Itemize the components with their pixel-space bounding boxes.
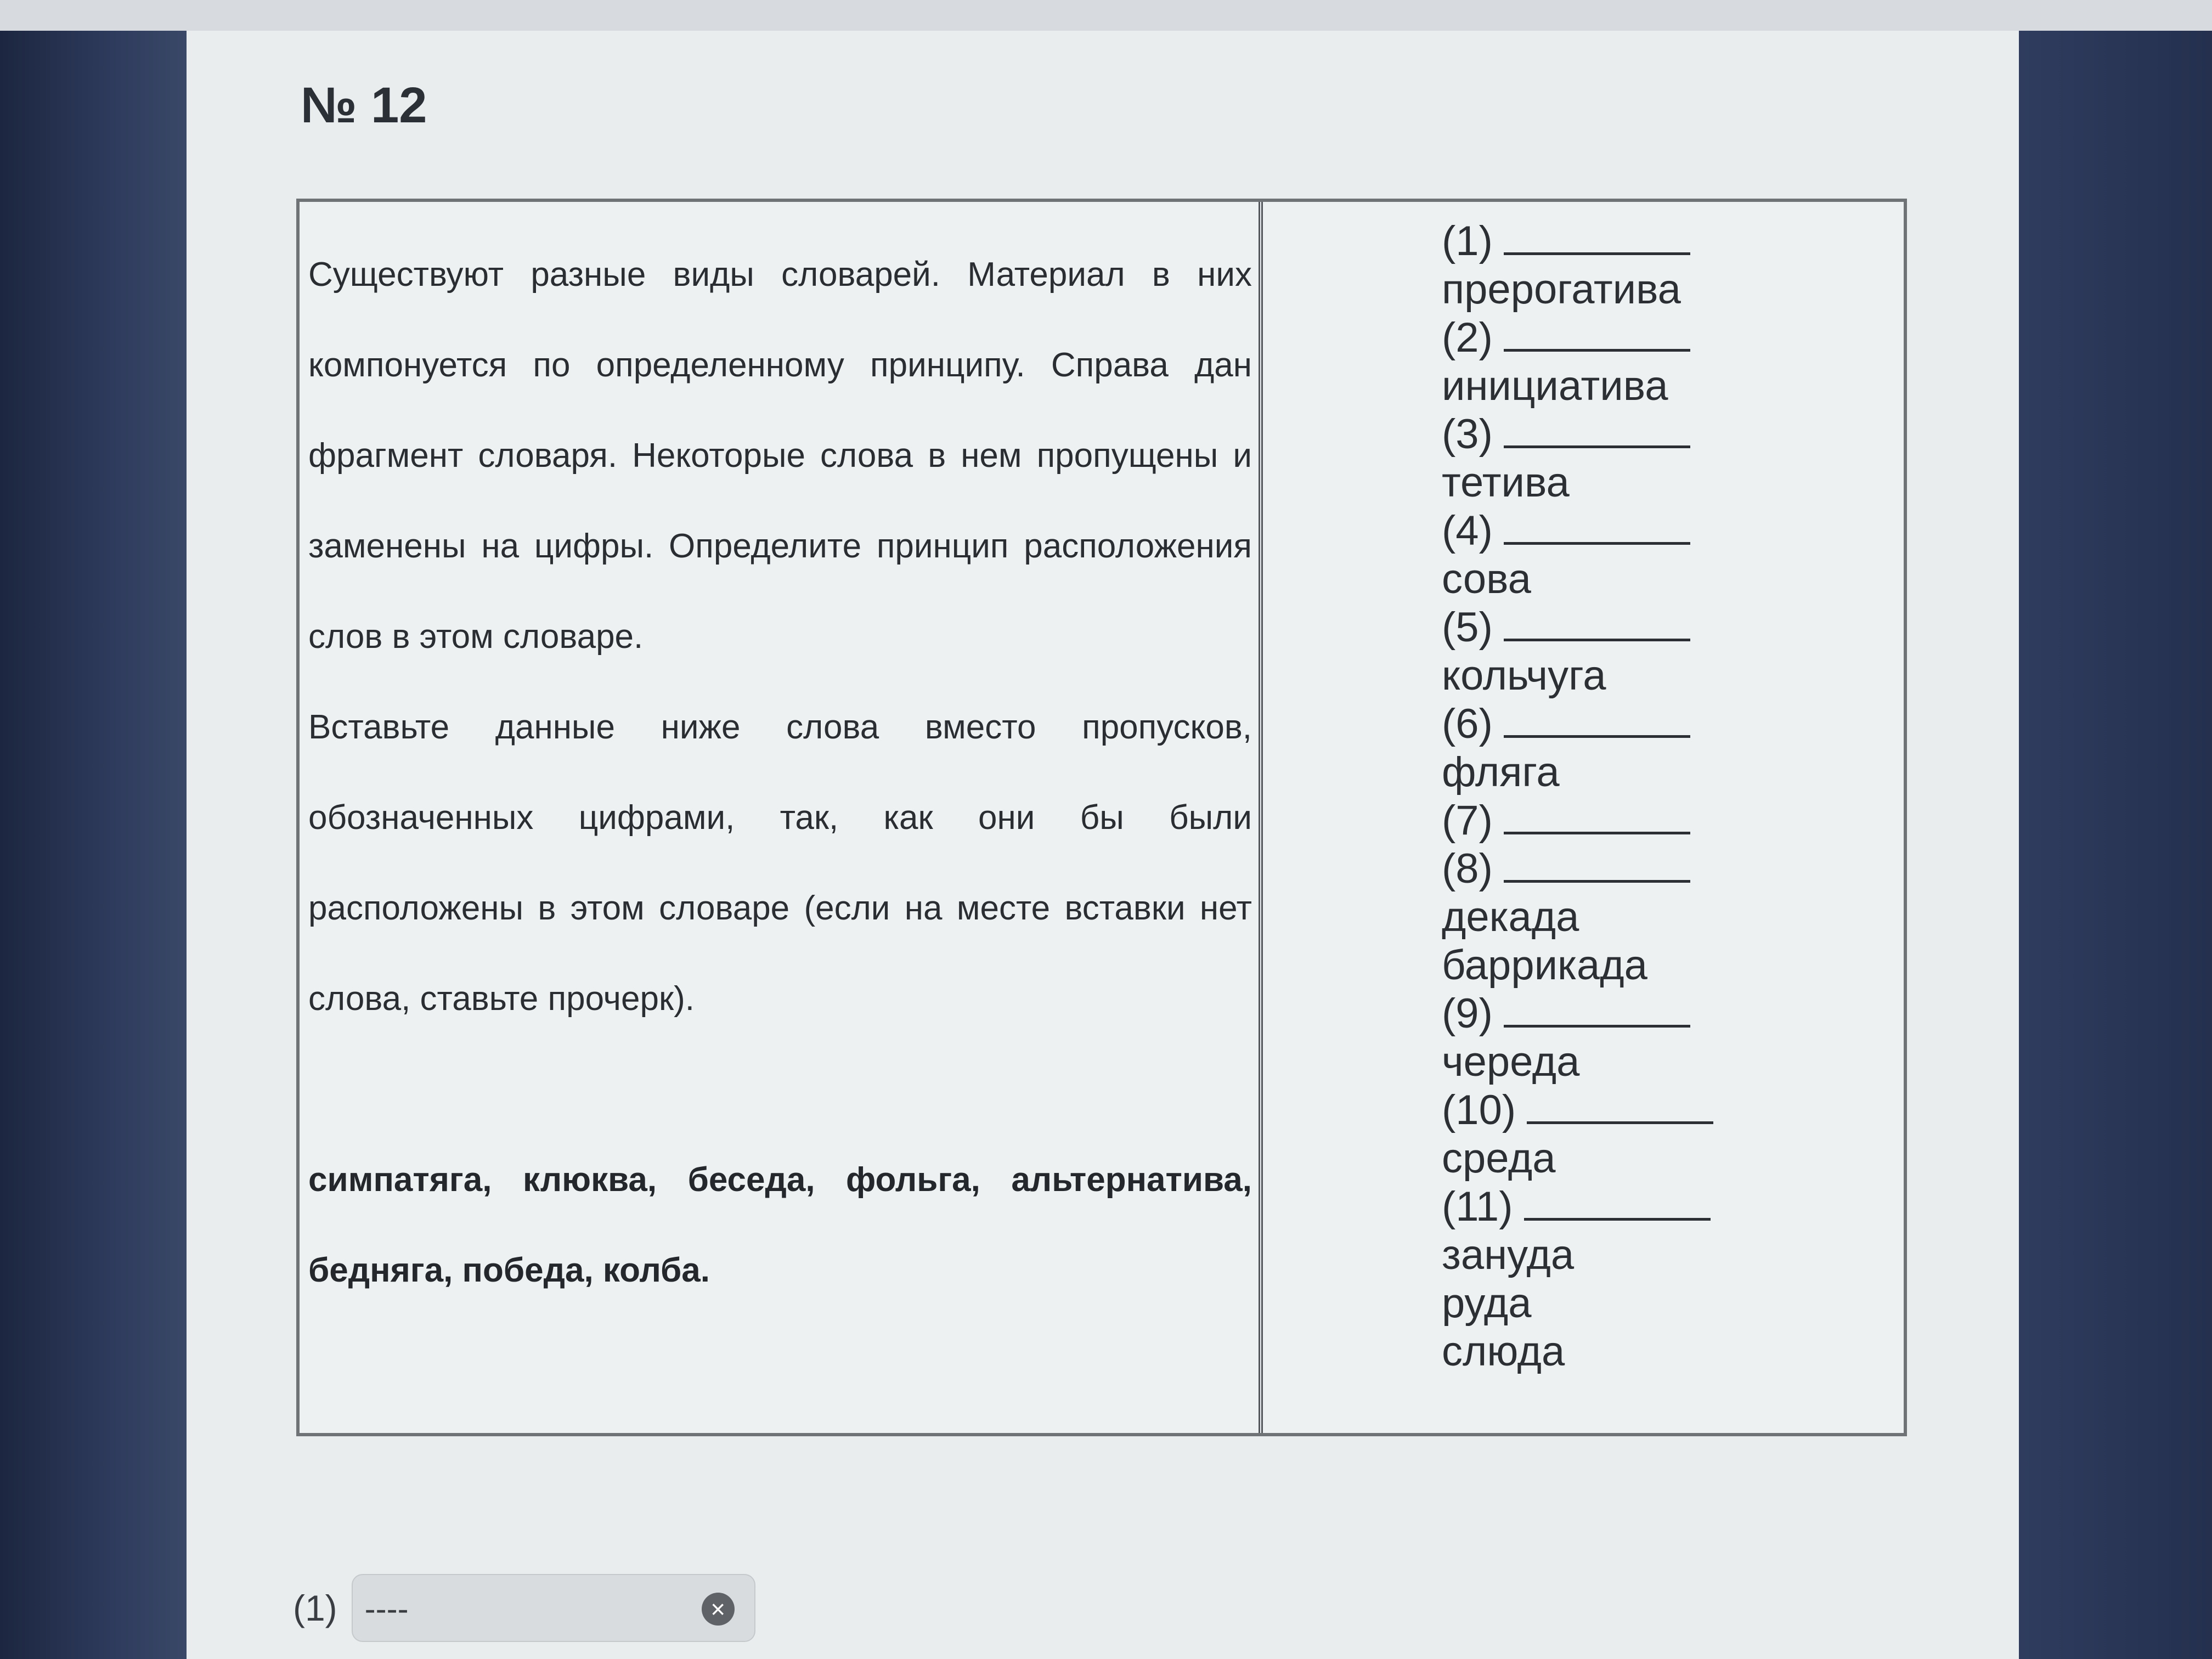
answer-row bbox=[293, 1572, 755, 1644]
instructions-paragraph: Существуют разные виды словарей. Материал в них компонуется по определенному принципу. Справа дан фрагмент словаря. Некоторые слова в нем пропущены и заменены на цифры. Определите принцип расположения слов в этом словаре. bbox=[308, 256, 1252, 656]
blank-underline bbox=[1504, 413, 1690, 448]
dictionary-word-text: прерогатива bbox=[1442, 266, 1681, 313]
dictionary-word bbox=[1442, 748, 1904, 797]
spacer bbox=[308, 1044, 1252, 1135]
close-circle-icon[interactable]: × bbox=[702, 1593, 735, 1626]
dictionary-word bbox=[1442, 941, 1904, 990]
dictionary-word-text: череда bbox=[1442, 1039, 1580, 1085]
dictionary-word-text: кольчуга bbox=[1442, 652, 1606, 699]
word-list: симпатяга, клюква, беседа, фольга, альтернатива, бедняга, победа, колба. bbox=[308, 1161, 1252, 1289]
gap-number: (6) bbox=[1442, 701, 1493, 747]
blank-underline bbox=[1504, 847, 1690, 883]
answer-field[interactable] bbox=[352, 1574, 755, 1642]
dictionary-gap-line bbox=[1442, 700, 1904, 748]
dictionary-word-text: среда bbox=[1442, 1135, 1556, 1182]
task-table bbox=[296, 199, 1907, 1436]
dictionary-gap-line bbox=[1442, 603, 1904, 652]
gap-number: (9) bbox=[1442, 990, 1493, 1037]
gap-number: (5) bbox=[1442, 604, 1493, 651]
gap-number: (7) bbox=[1442, 797, 1493, 844]
dictionary-word bbox=[1442, 893, 1904, 941]
dictionary-word bbox=[1442, 1279, 1904, 1328]
dictionary-word-text: тетива bbox=[1442, 459, 1570, 506]
dictionary-gap-line bbox=[1442, 410, 1904, 459]
dictionary-word-text: зануда bbox=[1442, 1232, 1575, 1278]
blank-underline bbox=[1524, 1185, 1711, 1221]
answer-input[interactable] bbox=[364, 1586, 695, 1631]
dictionary-word-text: фляга bbox=[1442, 749, 1560, 795]
dictionary-gap-line bbox=[1442, 217, 1904, 266]
dictionary-word-text: сова bbox=[1442, 556, 1531, 602]
dictionary-fragment bbox=[1442, 217, 1904, 1376]
instructions-paragraph: Вставьте данные ниже слова вместо пропусков, обозначенных цифрами, так, как они бы были расположены в этом словаре (если на месте вставки нет слова, ставьте прочерк). bbox=[308, 708, 1252, 1018]
dictionary-word bbox=[1442, 555, 1904, 603]
task-number: № 12 bbox=[301, 77, 427, 133]
answer-label: (1) bbox=[293, 1588, 337, 1628]
dictionary-word-text: слюда bbox=[1442, 1328, 1565, 1375]
dictionary-word-text: декада bbox=[1442, 894, 1579, 940]
blank-underline bbox=[1504, 702, 1690, 738]
gap-number: (2) bbox=[1442, 314, 1493, 361]
dictionary-word bbox=[1442, 652, 1904, 700]
blank-underline bbox=[1504, 799, 1690, 834]
gap-number: (11) bbox=[1442, 1183, 1513, 1230]
dictionary-word bbox=[1442, 459, 1904, 507]
dictionary-word-text: баррикада bbox=[1442, 942, 1647, 989]
gap-number: (8) bbox=[1442, 845, 1493, 892]
dictionary-gap-line bbox=[1442, 1086, 1904, 1135]
dictionary-gap-line bbox=[1442, 990, 1904, 1038]
dictionary-word bbox=[1442, 1328, 1904, 1376]
blank-underline bbox=[1504, 606, 1690, 641]
dictionary-gap-line bbox=[1442, 507, 1904, 555]
dictionary-word-text: инициатива bbox=[1442, 363, 1668, 409]
dictionary-word bbox=[1442, 1038, 1904, 1086]
dictionary-gap-line bbox=[1442, 314, 1904, 362]
blank-underline bbox=[1504, 219, 1690, 255]
background-right bbox=[2019, 31, 2212, 1659]
background-left bbox=[0, 31, 187, 1659]
gap-number: (1) bbox=[1442, 218, 1493, 264]
dictionary-gap-line bbox=[1442, 845, 1904, 893]
dictionary-gap-line bbox=[1442, 1183, 1904, 1231]
dictionary-word bbox=[1442, 362, 1904, 410]
blank-underline bbox=[1527, 1088, 1713, 1124]
monitor-bezel bbox=[0, 0, 2212, 31]
dictionary-cell bbox=[1263, 202, 1904, 1433]
dictionary-word bbox=[1442, 266, 1904, 314]
dictionary-word-text: руда bbox=[1442, 1280, 1532, 1327]
gap-number: (4) bbox=[1442, 507, 1493, 554]
dictionary-word bbox=[1442, 1231, 1904, 1279]
blank-underline bbox=[1504, 992, 1690, 1028]
blank-underline bbox=[1504, 509, 1690, 545]
dictionary-word bbox=[1442, 1135, 1904, 1183]
blank-underline bbox=[1504, 316, 1690, 352]
gap-number: (10) bbox=[1442, 1087, 1516, 1133]
instructions-cell bbox=[300, 202, 1263, 1433]
gap-number: (3) bbox=[1442, 411, 1493, 458]
dictionary-gap-line bbox=[1442, 797, 1904, 845]
